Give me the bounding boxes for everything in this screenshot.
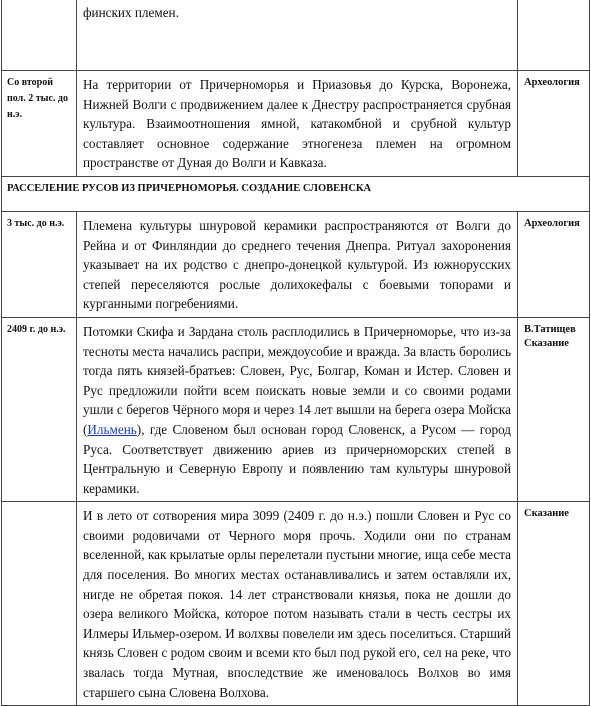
section-heading: РАССЕЛЕНИЕ РУСОВ ИЗ ПРИЧЕРНОМОРЬЯ. СОЗДАНИЕ СЛОВЕНСКА xyxy=(2,176,590,211)
section-row xyxy=(2,176,590,211)
date-cell xyxy=(2,502,77,706)
table-row xyxy=(2,502,590,706)
date-cell: 3 тыс. до н.э. xyxy=(2,211,77,317)
table-row xyxy=(2,317,590,501)
ilmen-link[interactable]: Ильмень xyxy=(87,421,137,437)
source-cell xyxy=(518,0,590,71)
table-row xyxy=(2,211,590,317)
chronology-table xyxy=(1,0,590,706)
source-cell xyxy=(518,317,590,501)
source-cell: Сказание xyxy=(518,502,590,706)
event-text: Племена культуры шнуровой керамики распространяются от Волги до Рейна и от Финляндии до среднего течения Днепра. Ритуал захоронения указывает на их родство с днепро-донецкой культурой. Из южнорусских степей переселяются рослые долихокефалы с боевыми топорами и курганными погребениями. xyxy=(77,211,518,317)
event-text: На территории от Причерноморья и Приазовья до Курска, Воронежа, Нижней Волги с продвижением далее к Днестру распространяется срубная культура. Взаимоотношения ямной, катакомбной и срубной культур составляет основное содержание этногенеза племен на огромном пространстве от Дуная до Волги и Кавказа. xyxy=(77,71,518,177)
event-text: финских племен. xyxy=(77,0,518,71)
date-cell: 2409 г. до н.э. xyxy=(2,317,77,501)
source-cell: Археология xyxy=(518,71,590,177)
table-row xyxy=(2,0,590,71)
event-text xyxy=(77,317,518,501)
event-text-part: Потомки Скифа и Зардана столь расплодились в Причерноморье, что из-за тесноты места начались распри, междоусобие и вражда. За власть боролись тогда пять князей-братьев: Словен, Рус, Болгар, Коман и Истер. Словен и Рус предложили пойти всем поискать новые земли и со своими родами ушли с берегов Чёрного моря и через 14 лет вышли на берега озера Мойска ( xyxy=(83,323,511,437)
date-cell xyxy=(2,0,77,71)
source-cell: Археология xyxy=(518,211,590,317)
source-type: Сказание xyxy=(524,337,569,349)
date-cell: Со второй пол. 2 тыс. до н.э. xyxy=(2,71,77,177)
event-text-part: ), где Словеном был основан город Словенск, а Русом — город Руса. Соответствует движению ариев из причерноморских степей в Центральную и Северную Европу и появлению там культуры шнуровой керамики. xyxy=(83,421,511,496)
event-text: И в лето от сотворения мира 3099 (2409 г. до н.э.) пошли Словен и Рус со своими родовичами от Черного моря прочь. Ходили они по странам вселенной, как крылатые орлы перелетали пустыни многие, ища себе места для поселения. Во многих местах останавливались и затем оставляли их, нигде не обретая покоя. 14 лет странствовали князья, пока не дошли до озера великого Мойска, которое потом называть стали в честь сестры их Илмеры Ильмер-озером. И волхвы повелели им здесь поселиться. Старший князь Словен с родом своим и всеми кто был под рукой его, сел на реке, что звалась тогда Мутная, впоследствие же именовалось Волхов во имя старшего сына Словена Волхова. xyxy=(77,502,518,706)
source-author: В.Татищев xyxy=(524,323,576,335)
table-row xyxy=(2,71,590,177)
